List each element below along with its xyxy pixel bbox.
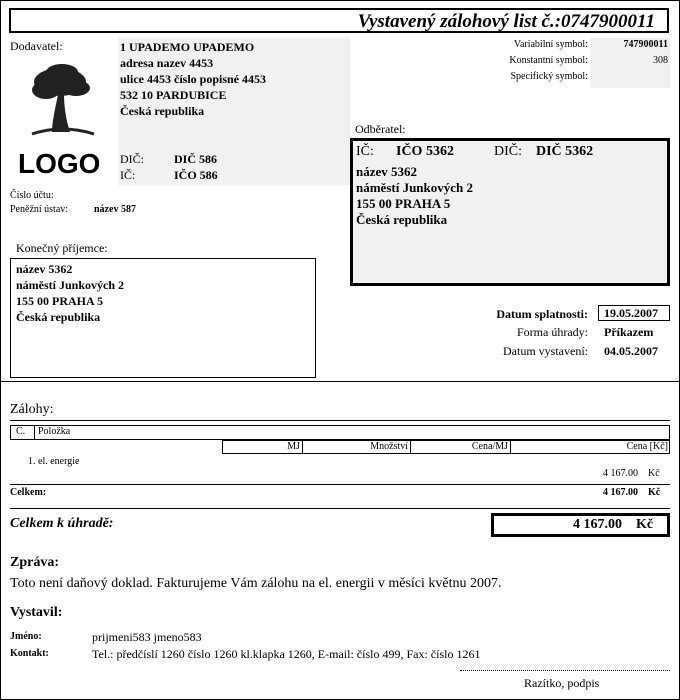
supplier-address2: ulice 4453 číslo popisné 4453 bbox=[120, 72, 267, 86]
supplier-dic-label: DIČ: bbox=[120, 152, 144, 166]
subheader-divider-3 bbox=[510, 440, 511, 454]
item-row-currency: Kč bbox=[648, 468, 660, 479]
supplier-country: Česká republika bbox=[120, 104, 205, 118]
issuer-contact-value: Tel.: předčíslí 1260 číslo 1260 kl.klapka 1260, E-mail: číslo 499, Fax: číslo 1261 bbox=[92, 647, 481, 661]
message-label: Zpráva: bbox=[10, 555, 59, 570]
recipient-city: 155 00 PRAHA 5 bbox=[16, 294, 103, 308]
item-row-amount: 4 167.00 bbox=[603, 468, 638, 479]
item-row-label: 1. el. energie bbox=[28, 456, 80, 467]
document-title: Vystavený zálohový list č.:0747900011 bbox=[357, 11, 655, 32]
signature-line bbox=[460, 670, 670, 671]
tree-logo-icon bbox=[22, 60, 102, 140]
supplier-address1: adresa nazev 4453 bbox=[120, 56, 214, 70]
logo-text: LOGO bbox=[18, 148, 101, 179]
total-amount: 4 167.00 bbox=[603, 487, 638, 498]
payment-method-value: Příkazem bbox=[604, 325, 654, 339]
total-currency: Kč bbox=[648, 487, 661, 498]
recipient-address bbox=[16, 261, 124, 325]
customer-dic-label: DIČ: bbox=[494, 144, 522, 159]
col-quantity: Množství bbox=[370, 441, 408, 452]
recipient-name: název 5362 bbox=[16, 262, 73, 276]
supplier-address3: 532 10 PARDUBICE bbox=[120, 88, 227, 102]
customer-city: 155 00 PRAHA 5 bbox=[356, 196, 451, 211]
items-top-rule bbox=[10, 420, 670, 421]
supplier-name: 1 UPADEMO UPADEMO bbox=[120, 40, 255, 54]
customer-name: název 5362 bbox=[356, 164, 418, 179]
customer-ic-label: IČ: bbox=[356, 144, 374, 159]
items-header-row bbox=[10, 425, 670, 440]
col-unit: MJ bbox=[287, 441, 300, 452]
signature-label: Razítko, podpis bbox=[524, 676, 600, 690]
recipient-street: náměstí Junkových 2 bbox=[16, 278, 125, 292]
constant-symbol-value: 308 bbox=[653, 55, 668, 66]
section-divider bbox=[0, 381, 680, 382]
supplier-address bbox=[120, 39, 266, 119]
variable-symbol-label: Variabilní symbol: bbox=[513, 39, 588, 50]
supplier-ic-value: IČO 586 bbox=[174, 168, 218, 182]
items-header-divider bbox=[34, 425, 35, 440]
recipient-label: Konečný příjemce: bbox=[16, 241, 108, 255]
col-number: Č. bbox=[16, 426, 26, 437]
col-price: Cena [Kč] bbox=[626, 441, 668, 452]
col-item: Položka bbox=[38, 426, 71, 437]
customer-label: Odběratel: bbox=[355, 122, 406, 136]
customer-ic-value: IČO 5362 bbox=[396, 144, 454, 159]
issuer-label: Vystavil: bbox=[10, 605, 63, 620]
account-label: Číslo účtu: bbox=[10, 190, 54, 201]
customer-dic-value: DIČ 5362 bbox=[536, 144, 594, 159]
specific-symbol-label: Specifický symbol: bbox=[510, 71, 588, 82]
recipient-country: Česká republika bbox=[16, 310, 101, 324]
variable-symbol-value: 747900011 bbox=[623, 39, 668, 50]
subheader-divider-1 bbox=[302, 440, 303, 454]
title-box bbox=[9, 8, 669, 33]
items-heading: Zálohy: bbox=[10, 402, 54, 417]
issue-date-label: Datum vystavení: bbox=[503, 344, 588, 358]
customer-address bbox=[356, 164, 473, 228]
due-date-value: 19.05.2007 bbox=[604, 306, 658, 320]
due-date-label: Datum splatnosti: bbox=[496, 307, 588, 321]
customer-street: náměstí Junkových 2 bbox=[356, 180, 474, 195]
col-unit-price: Cena/MJ bbox=[471, 441, 508, 452]
total-top-rule bbox=[10, 484, 670, 485]
supplier-dic-value: DIČ 586 bbox=[174, 152, 218, 166]
total-bottom-rule bbox=[10, 508, 670, 509]
message-text: Toto není daňový doklad. Fakturujeme Vám zálohu na el. energii v měsíci květnu 2007. bbox=[10, 576, 502, 591]
issue-date-value: 04.05.2007 bbox=[604, 344, 658, 358]
bank-label: Peněžní ústav: bbox=[10, 204, 69, 215]
issuer-name-label: Jméno: bbox=[10, 631, 42, 642]
grand-total-currency: Kč bbox=[636, 517, 654, 532]
total-label: Celkem: bbox=[10, 487, 47, 498]
supplier-label: Dodavatel: bbox=[10, 39, 63, 53]
bank-value: název 587 bbox=[94, 204, 136, 215]
issuer-contact-label: Kontakt: bbox=[10, 648, 49, 659]
constant-symbol-label: Konstantní symbol: bbox=[509, 55, 588, 66]
supplier-ic-label: IČ: bbox=[120, 168, 136, 182]
grand-total-label: Celkem k úhradě: bbox=[10, 516, 114, 531]
customer-country: Česká republika bbox=[356, 212, 448, 227]
payment-method-label: Forma úhrady: bbox=[517, 325, 588, 339]
issuer-name-value: prijmeni583 jmeno583 bbox=[92, 630, 202, 644]
grand-total-amount: 4 167.00 bbox=[573, 517, 622, 532]
subheader-divider-2 bbox=[410, 440, 411, 454]
